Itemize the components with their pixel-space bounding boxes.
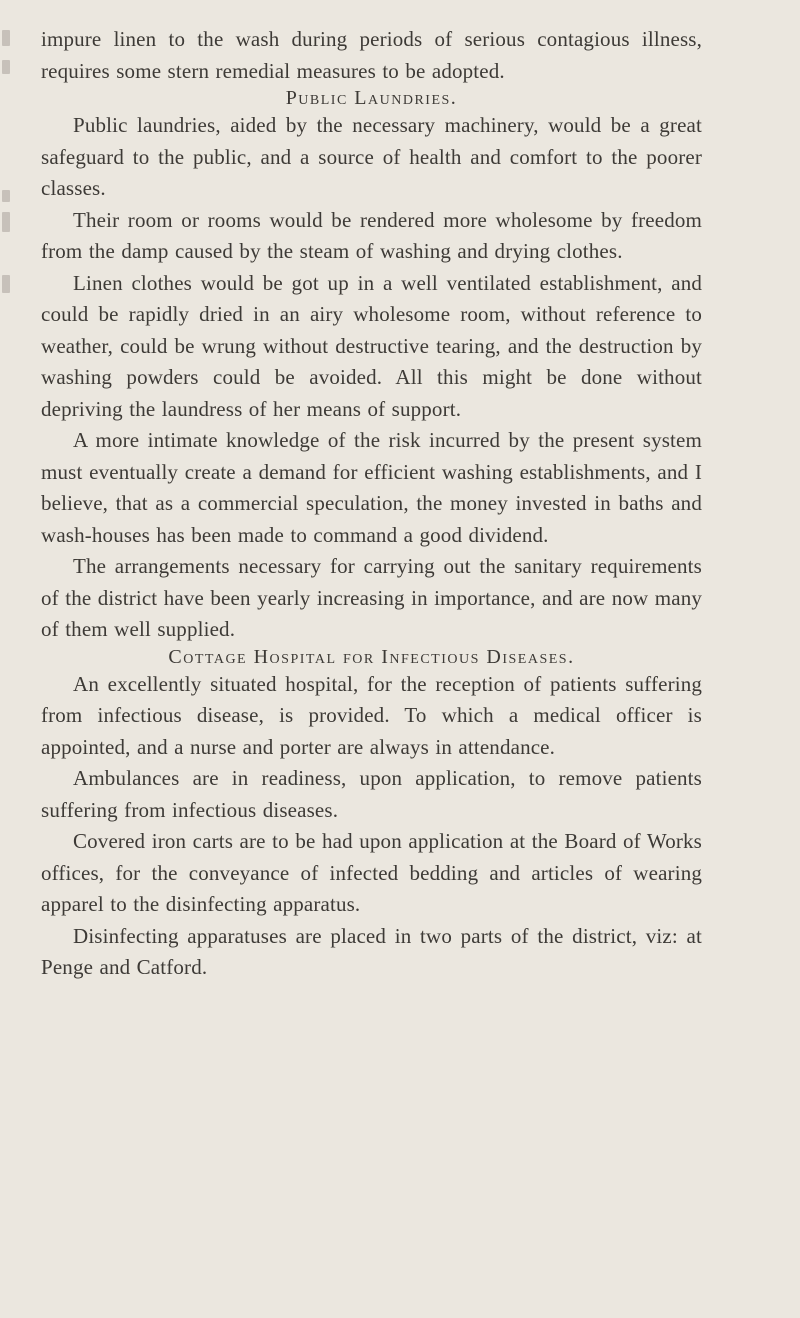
- paragraph: Covered iron carts are to be had upon application at the Board of Works offices, for the conveyance of infected bedding and articles of wearing apparel to the disinfecting apparatus.: [41, 829, 702, 916]
- section-heading-public-laundries: Public Laundries.: [285, 87, 458, 109]
- paragraph: Their room or rooms would be rendered more wholesome by freedom from the damp caused by the steam of washing and drying clothes.: [41, 207, 702, 263]
- paragraph: An excellently situated hospital, for the reception of patients suffering from infectious disease, is provided. To which a medical officer is appointed, and a nurse and porter are always in attendance.: [41, 671, 702, 759]
- edge-mark: [2, 212, 10, 232]
- paragraph: A more intimate knowledge of the risk incurred by the present system must eventually create a demand for efficient washing establishments, and I believe, that as a commercial speculation, the money invested in baths and wash-houses has been made to command a good dividend.: [41, 428, 702, 547]
- opening-paragraph: impure linen to the wash during periods of serious contagious illness, requires some stern remedial measures to be adopted.: [41, 27, 702, 83]
- page-edge-shadow: [0, 0, 18, 1318]
- paragraph: Disinfecting apparatuses are placed in two parts of the district, viz: at Penge and Catford.: [41, 923, 702, 979]
- edge-mark: [2, 60, 10, 74]
- text-column: [41, 24, 702, 984]
- paragraph: The arrangements necessary for carrying out the sanitary requirements of the district have been yearly increasing in importance, and are now many of them well supplied.: [41, 554, 702, 641]
- edge-mark: [2, 190, 10, 202]
- section-heading-cottage-hospital: Cottage Hospital for Infectious Diseases.: [168, 645, 575, 668]
- paragraph: Linen clothes would be got up in a well ventilated establishment, and could be rapidly dried in an airy wholesome room, without reference to weather, could be wrung without destructive tearing, and the destruction by washing powders could be avoided. All this might be done without depriving the laundress of her means of support.: [41, 270, 702, 421]
- paragraph: Ambulances are in readiness, upon application, to remove patients suffering from infectious diseases.: [41, 766, 702, 822]
- edge-mark: [2, 30, 10, 46]
- paragraph: Public laundries, aided by the necessary machinery, would be a great safeguard to the public, and a source of health and comfort to the poorer classes.: [41, 113, 702, 200]
- edge-mark: [2, 275, 10, 293]
